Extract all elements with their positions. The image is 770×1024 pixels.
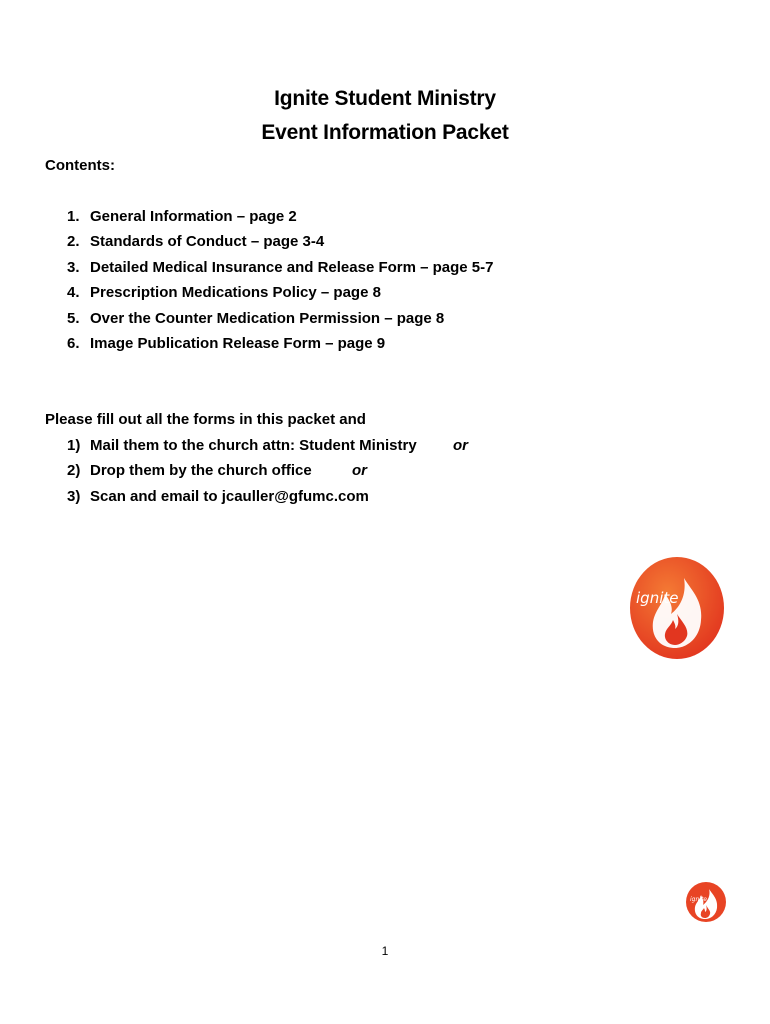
toc-item-number: 2. [67,233,80,251]
toc-item-number: 4. [67,284,80,302]
toc-item-text: Over the Counter Medication Permission – page 8 [90,309,445,327]
step-text: Scan and email to jcauller@gfumc.com [90,487,369,505]
contents-label: Contents: [45,157,115,174]
toc-item-text: Detailed Medical Insurance and Release Form – page 5-7 [90,258,494,276]
toc-item-number: 1. [67,208,80,225]
step-number: 1) [67,437,81,454]
document-subtitle: Event Information Packet [261,121,509,144]
step-number: 3) [67,487,81,505]
page-number: 1 [381,944,389,958]
toc-item-text: Prescription Medications Policy – page 8 [90,284,381,302]
step-or: or [352,462,367,480]
toc-item-number: 6. [67,334,80,352]
ignite-logo-small [685,881,727,923]
toc-item-text: General Information – page 2 [90,208,297,225]
step-or: or [453,437,468,454]
step-text: Drop them by the church office [90,462,312,480]
toc-item-text: Image Publication Release Form – page 9 [90,334,386,352]
step-text: Mail them to the church attn: Student Ministry [90,437,417,454]
ignite-logo [629,556,725,660]
logo-text: ignite [690,896,707,903]
logo-text: ignite [636,589,679,607]
toc-item-number: 5. [67,309,80,327]
toc-item-number: 3. [67,258,80,276]
document-title: Ignite Student Ministry [274,87,496,110]
step-number: 2) [67,462,81,480]
instructions-text: Please fill out all the forms in this packet and [45,411,366,428]
toc-item-text: Standards of Conduct – page 3-4 [90,233,325,251]
